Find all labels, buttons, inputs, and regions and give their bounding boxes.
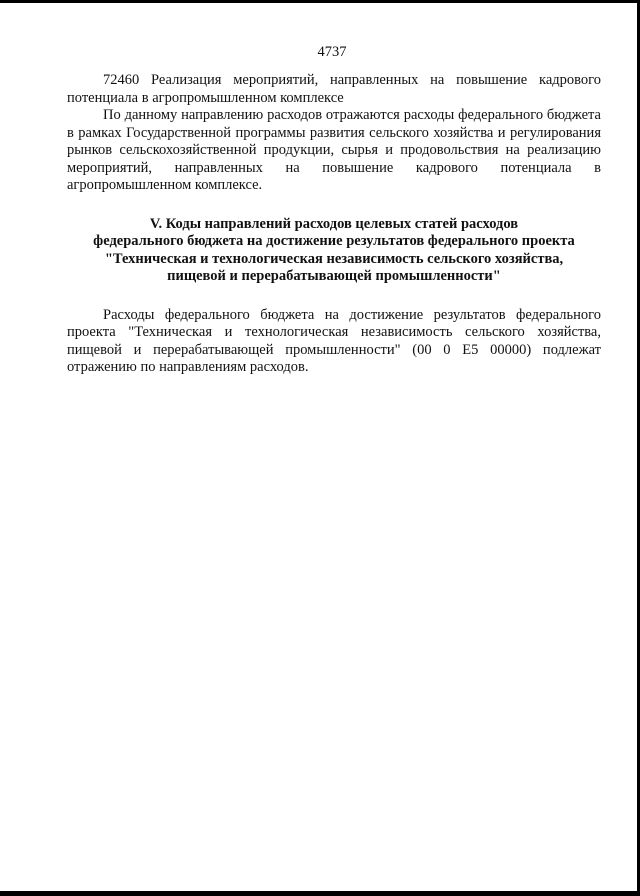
final-paragraph: Расходы федерального бюджета на достижение результатов федерального проекта "Техническая и технологическая независимость сельского хозяйства, пищевой и перерабатывающей промышленности" (00 0 Е5 00000) подлежат отражению по направлениям расходов. [67, 306, 601, 375]
section-heading-line-4: пищевой и перерабатывающей промышленности" [167, 268, 501, 284]
code-description-paragraph: По данному направлению расходов отражаются расходы федерального бюджета в рамках Государственной программы развития сельского хозяйства и регулирования рынков сельскохозяйственной продукции, сырья и продовольствия на реализацию мероприятий, направленных на повышение кадрового потенциала в агропромышленном комплексе. [67, 107, 601, 193]
section-heading-line-3: "Техническая и технологическая независимость сельского хозяйства, [104, 250, 564, 267]
section-heading-line-1: V. Коды направлений расходов целевых статей расходов [149, 215, 519, 232]
scan-edge-top [0, 0, 640, 3]
code-title-paragraph: 72460 Реализация мероприятий, направленных на повышение кадрового потенциала в агропромышленном комплексе [67, 72, 601, 106]
page-number: 4737 [317, 44, 347, 60]
section-heading [67, 216, 601, 286]
document-body [67, 72, 601, 377]
scan-edge-bottom [0, 891, 640, 896]
section-heading-line-2: федерального бюджета на достижение результатов федерального проекта [93, 233, 575, 249]
